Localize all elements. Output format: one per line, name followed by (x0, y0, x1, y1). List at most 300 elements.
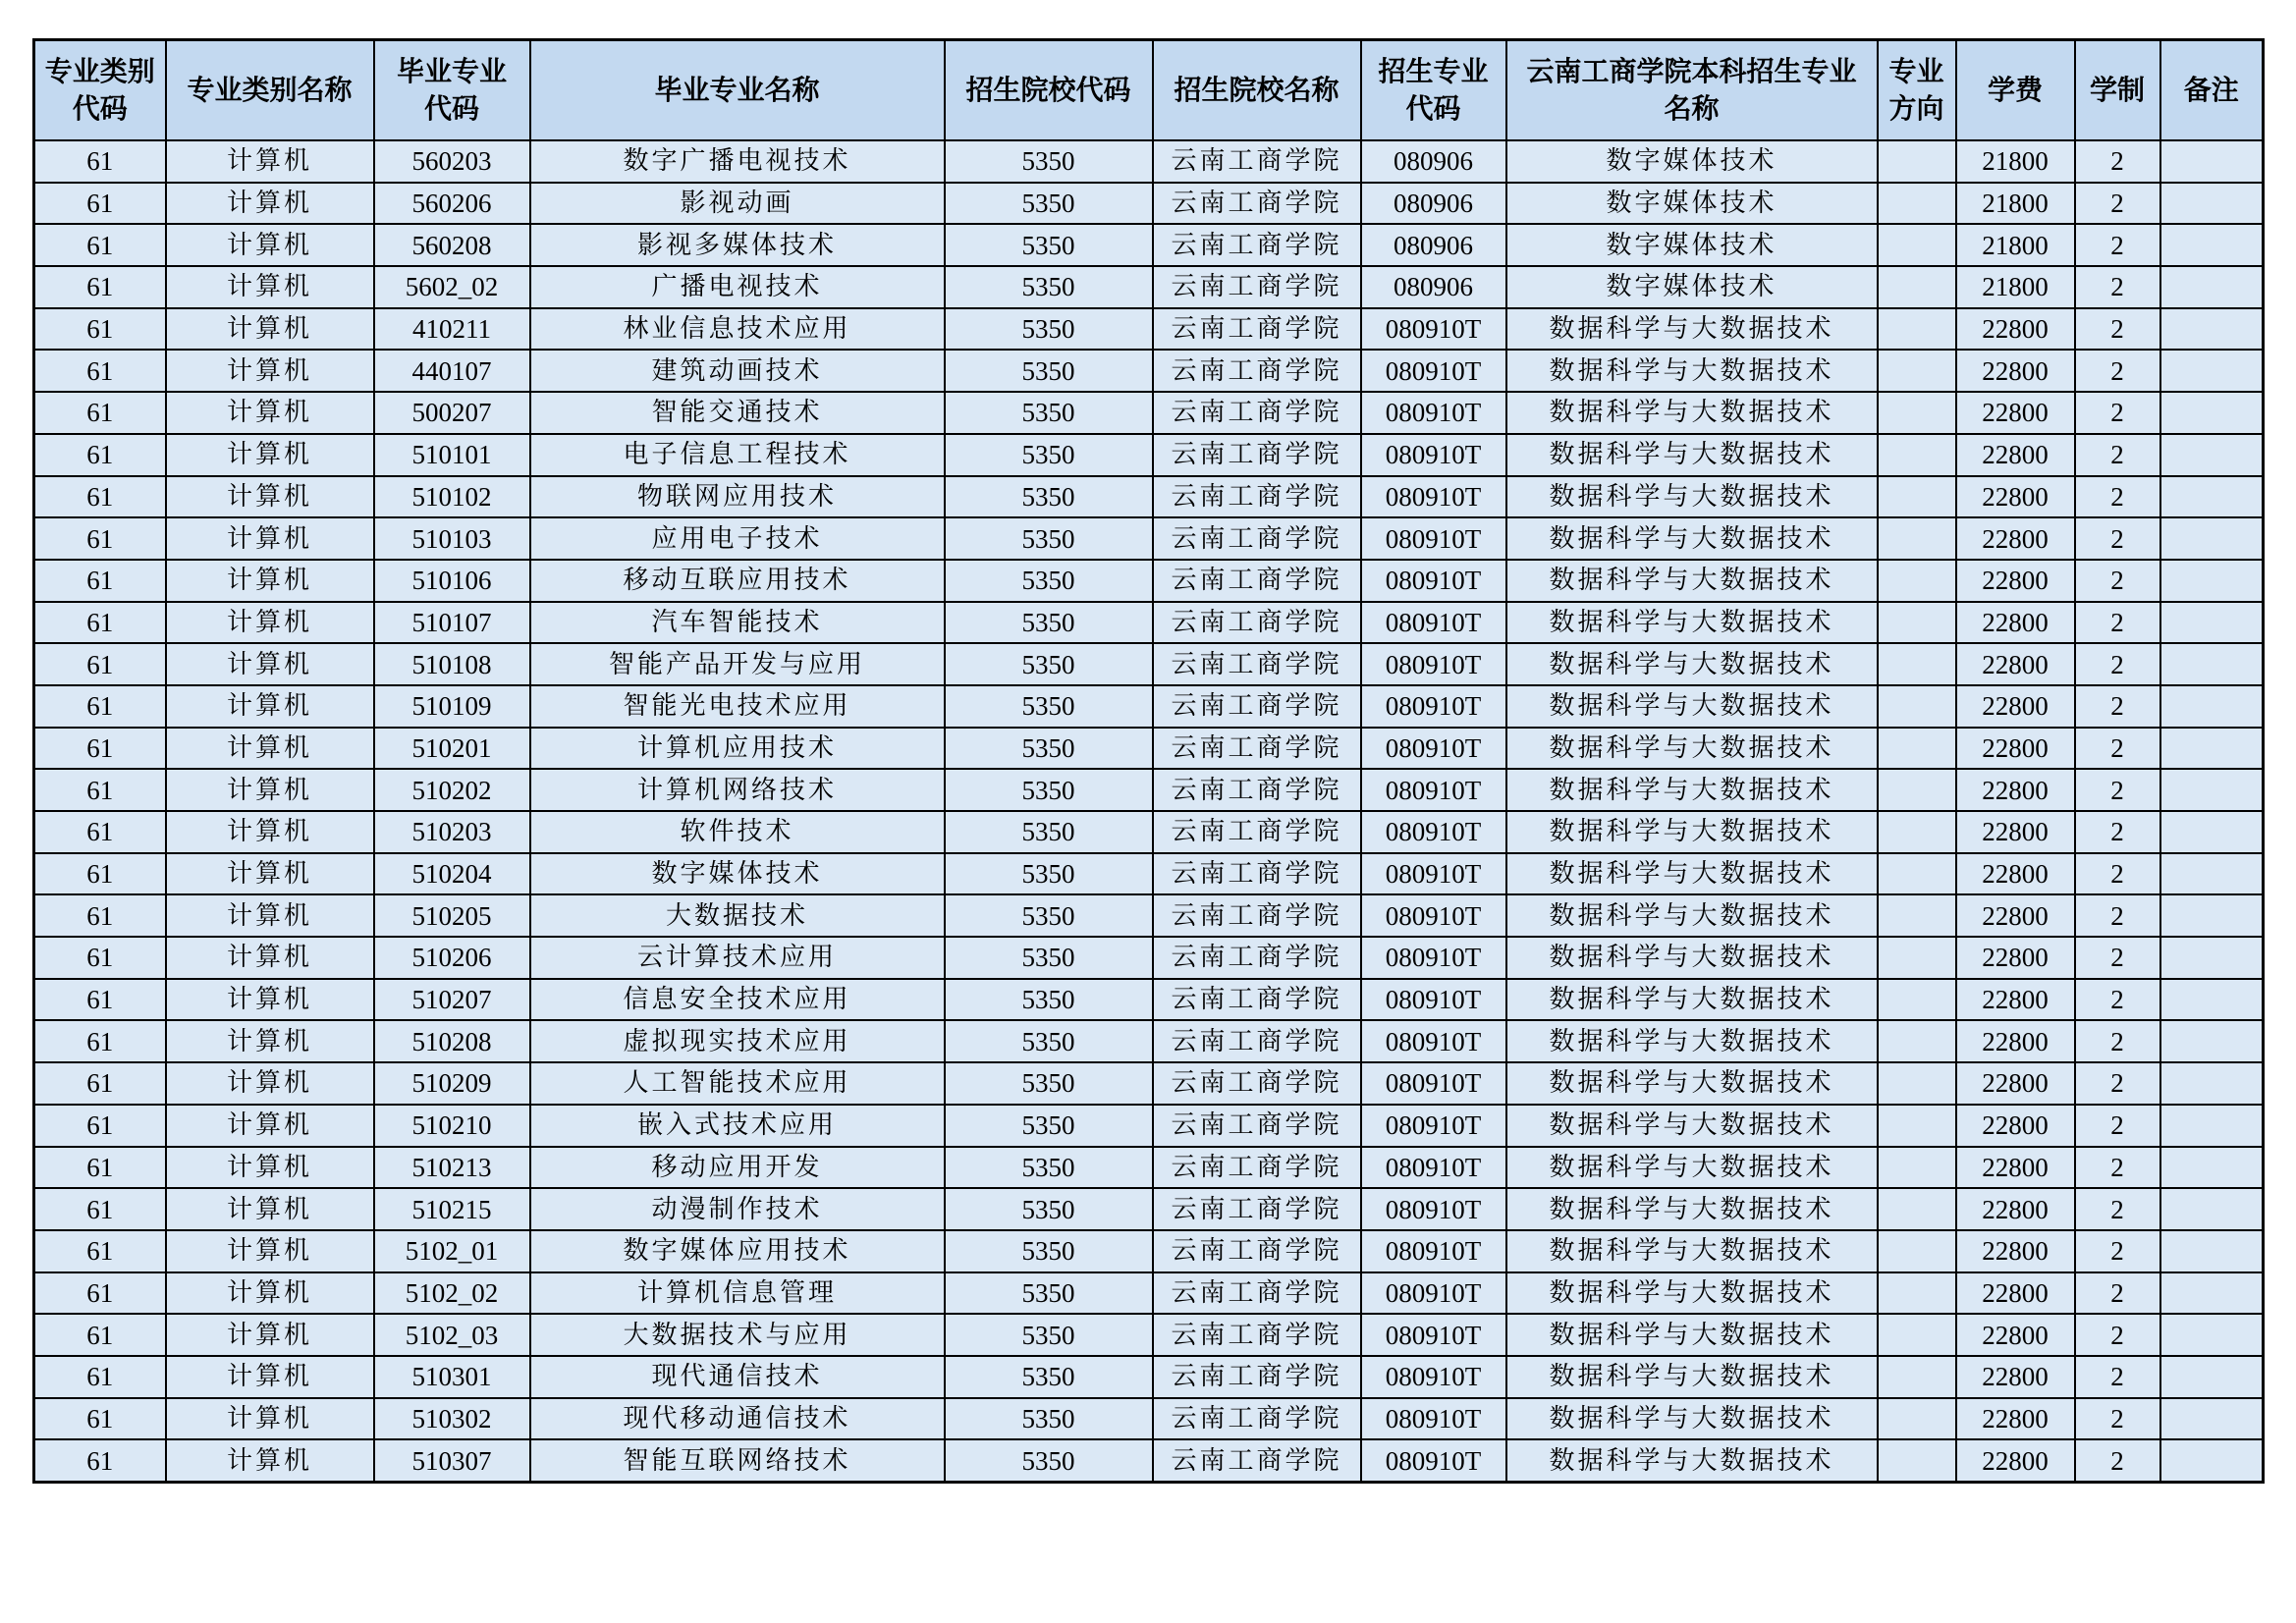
table-row (34, 392, 2264, 434)
enroll-major-name-cell: 数据科学与大数据技术 (1506, 1147, 1878, 1189)
grad-major-code-cell: 560208 (374, 224, 530, 266)
grad-major-code-cell: 510203 (374, 811, 530, 853)
category-code-cell: 61 (34, 392, 166, 434)
category-name-cell: 计算机 (166, 979, 374, 1021)
category-name-cell: 计算机 (166, 140, 374, 183)
enroll-major-name-cell: 数字媒体技术 (1506, 140, 1878, 183)
category-name-cell: 计算机 (166, 224, 374, 266)
enroll-major-code-cell: 080906 (1361, 140, 1506, 183)
enroll-major-code-cell: 080910T (1361, 937, 1506, 979)
direction-cell (1878, 853, 1956, 895)
tuition-cell: 21800 (1956, 266, 2075, 308)
enroll-major-code-cell: 080910T (1361, 1356, 1506, 1398)
grad-major-name-cell: 电子信息工程技术 (530, 434, 945, 476)
tuition-cell: 22800 (1956, 937, 2075, 979)
remarks-cell (2160, 1230, 2264, 1272)
school-code-cell: 5350 (945, 560, 1153, 602)
header-years: 学制 (2075, 40, 2160, 141)
school-name-cell: 云南工商学院 (1153, 560, 1361, 602)
years-cell: 2 (2075, 183, 2160, 225)
school-name-cell: 云南工商学院 (1153, 643, 1361, 685)
grad-major-name-cell: 物联网应用技术 (530, 476, 945, 518)
direction-cell (1878, 266, 1956, 308)
remarks-cell (2160, 769, 2264, 811)
school-name-cell: 云南工商学院 (1153, 350, 1361, 392)
enroll-major-code-cell: 080910T (1361, 811, 1506, 853)
school-code-cell: 5350 (945, 937, 1153, 979)
years-cell: 2 (2075, 476, 2160, 518)
enroll-major-name-cell: 数据科学与大数据技术 (1506, 602, 1878, 644)
direction-cell (1878, 1356, 1956, 1398)
school-name-cell: 云南工商学院 (1153, 140, 1361, 183)
grad-major-code-cell: 510201 (374, 728, 530, 770)
enroll-major-code-cell: 080910T (1361, 728, 1506, 770)
school-name-cell: 云南工商学院 (1153, 894, 1361, 937)
school-name-cell: 云南工商学院 (1153, 517, 1361, 560)
category-code-cell: 61 (34, 685, 166, 728)
remarks-cell (2160, 560, 2264, 602)
remarks-cell (2160, 517, 2264, 560)
school-name-cell: 云南工商学院 (1153, 1398, 1361, 1440)
category-name-cell: 计算机 (166, 308, 374, 351)
grad-major-name-cell: 数字媒体技术 (530, 853, 945, 895)
enroll-major-name-cell: 数据科学与大数据技术 (1506, 1105, 1878, 1147)
category-name-cell: 计算机 (166, 1356, 374, 1398)
direction-cell (1878, 1147, 1956, 1189)
school-code-cell: 5350 (945, 769, 1153, 811)
table-body (34, 140, 2264, 1483)
table-row (34, 266, 2264, 308)
enroll-major-code-cell: 080910T (1361, 643, 1506, 685)
remarks-cell (2160, 685, 2264, 728)
grad-major-code-cell: 510207 (374, 979, 530, 1021)
grad-major-code-cell: 560203 (374, 140, 530, 183)
grad-major-name-cell: 智能光电技术应用 (530, 685, 945, 728)
school-name-cell: 云南工商学院 (1153, 392, 1361, 434)
remarks-cell (2160, 979, 2264, 1021)
category-code-cell: 61 (34, 643, 166, 685)
enroll-major-name-cell: 数据科学与大数据技术 (1506, 1020, 1878, 1062)
school-name-cell: 云南工商学院 (1153, 1188, 1361, 1230)
school-code-cell: 5350 (945, 350, 1153, 392)
remarks-cell (2160, 140, 2264, 183)
school-name-cell: 云南工商学院 (1153, 1439, 1361, 1482)
tuition-cell: 22800 (1956, 1439, 2075, 1482)
category-name-cell: 计算机 (166, 266, 374, 308)
school-code-cell: 5350 (945, 476, 1153, 518)
table-row (34, 979, 2264, 1021)
grad-major-code-cell: 510208 (374, 1020, 530, 1062)
school-code-cell: 5350 (945, 434, 1153, 476)
direction-cell (1878, 685, 1956, 728)
grad-major-code-cell: 500207 (374, 392, 530, 434)
years-cell: 2 (2075, 1147, 2160, 1189)
grad-major-code-cell: 510307 (374, 1439, 530, 1482)
enroll-major-code-cell: 080906 (1361, 266, 1506, 308)
direction-cell (1878, 1105, 1956, 1147)
enroll-major-name-cell: 数据科学与大数据技术 (1506, 643, 1878, 685)
school-code-cell: 5350 (945, 517, 1153, 560)
tuition-cell: 22800 (1956, 1020, 2075, 1062)
school-name-cell: 云南工商学院 (1153, 1105, 1361, 1147)
category-name-cell: 计算机 (166, 1147, 374, 1189)
table-row (34, 1062, 2264, 1105)
grad-major-code-cell: 510302 (374, 1398, 530, 1440)
table-row (34, 1356, 2264, 1398)
enroll-major-code-cell: 080910T (1361, 894, 1506, 937)
school-code-cell: 5350 (945, 1188, 1153, 1230)
remarks-cell (2160, 1314, 2264, 1356)
grad-major-name-cell: 人工智能技术应用 (530, 1062, 945, 1105)
school-name-cell: 云南工商学院 (1153, 1020, 1361, 1062)
direction-cell (1878, 476, 1956, 518)
enroll-major-name-cell: 数字媒体技术 (1506, 266, 1878, 308)
remarks-cell (2160, 350, 2264, 392)
enroll-major-name-cell: 数据科学与大数据技术 (1506, 937, 1878, 979)
grad-major-code-cell: 510210 (374, 1105, 530, 1147)
category-name-cell: 计算机 (166, 1020, 374, 1062)
direction-cell (1878, 1062, 1956, 1105)
remarks-cell (2160, 1188, 2264, 1230)
enroll-major-code-cell: 080910T (1361, 1188, 1506, 1230)
tuition-cell: 22800 (1956, 1062, 2075, 1105)
remarks-cell (2160, 602, 2264, 644)
grad-major-name-cell: 计算机网络技术 (530, 769, 945, 811)
tuition-cell: 21800 (1956, 183, 2075, 225)
table-header (34, 40, 2264, 141)
school-code-cell: 5350 (945, 183, 1153, 225)
school-code-cell: 5350 (945, 602, 1153, 644)
category-name-cell: 计算机 (166, 392, 374, 434)
direction-cell (1878, 894, 1956, 937)
years-cell: 2 (2075, 1230, 2160, 1272)
enroll-major-code-cell: 080910T (1361, 308, 1506, 351)
direction-cell (1878, 1314, 1956, 1356)
grad-major-code-cell: 440107 (374, 350, 530, 392)
enroll-major-name-cell: 数据科学与大数据技术 (1506, 392, 1878, 434)
grad-major-code-cell: 510202 (374, 769, 530, 811)
grad-major-code-cell: 510204 (374, 853, 530, 895)
table-row (34, 937, 2264, 979)
category-code-cell: 61 (34, 1105, 166, 1147)
grad-major-code-cell: 510101 (374, 434, 530, 476)
grad-major-code-cell: 510213 (374, 1147, 530, 1189)
tuition-cell: 22800 (1956, 1105, 2075, 1147)
direction-cell (1878, 140, 1956, 183)
tuition-cell: 22800 (1956, 769, 2075, 811)
direction-cell (1878, 1398, 1956, 1440)
grad-major-name-cell: 现代通信技术 (530, 1356, 945, 1398)
school-name-cell: 云南工商学院 (1153, 476, 1361, 518)
remarks-cell (2160, 434, 2264, 476)
table-row (34, 894, 2264, 937)
remarks-cell (2160, 266, 2264, 308)
table-row (34, 517, 2264, 560)
enroll-major-code-cell: 080910T (1361, 1020, 1506, 1062)
school-code-cell: 5350 (945, 1398, 1153, 1440)
header-direction: 专业方向 (1878, 40, 1956, 141)
remarks-cell (2160, 1272, 2264, 1315)
tuition-cell: 22800 (1956, 811, 2075, 853)
years-cell: 2 (2075, 560, 2160, 602)
category-code-cell: 61 (34, 1230, 166, 1272)
table-row (34, 224, 2264, 266)
category-code-cell: 61 (34, 560, 166, 602)
direction-cell (1878, 937, 1956, 979)
grad-major-name-cell: 大数据技术与应用 (530, 1314, 945, 1356)
school-code-cell: 5350 (945, 266, 1153, 308)
category-code-cell: 61 (34, 1062, 166, 1105)
enroll-major-name-cell: 数据科学与大数据技术 (1506, 308, 1878, 351)
enroll-major-name-cell: 数据科学与大数据技术 (1506, 1439, 1878, 1482)
school-code-cell: 5350 (945, 140, 1153, 183)
category-name-cell: 计算机 (166, 350, 374, 392)
tuition-cell: 22800 (1956, 392, 2075, 434)
school-name-cell: 云南工商学院 (1153, 937, 1361, 979)
enroll-major-code-cell: 080910T (1361, 1314, 1506, 1356)
school-code-cell: 5350 (945, 1230, 1153, 1272)
category-code-cell: 61 (34, 1020, 166, 1062)
school-code-cell: 5350 (945, 853, 1153, 895)
years-cell: 2 (2075, 1105, 2160, 1147)
grad-major-name-cell: 影视多媒体技术 (530, 224, 945, 266)
remarks-cell (2160, 1398, 2264, 1440)
enroll-major-code-cell: 080910T (1361, 476, 1506, 518)
enroll-major-code-cell: 080910T (1361, 853, 1506, 895)
tuition-cell: 22800 (1956, 728, 2075, 770)
table-row (34, 602, 2264, 644)
enroll-major-code-cell: 080910T (1361, 1230, 1506, 1272)
enroll-major-name-cell: 数据科学与大数据技术 (1506, 728, 1878, 770)
grad-major-name-cell: 虚拟现实技术应用 (530, 1020, 945, 1062)
school-code-cell: 5350 (945, 685, 1153, 728)
years-cell: 2 (2075, 728, 2160, 770)
tuition-cell: 22800 (1956, 517, 2075, 560)
school-code-cell: 5350 (945, 392, 1153, 434)
grad-major-code-cell: 5102_02 (374, 1272, 530, 1315)
school-name-cell: 云南工商学院 (1153, 1230, 1361, 1272)
table-row (34, 1230, 2264, 1272)
enroll-major-name-cell: 数据科学与大数据技术 (1506, 894, 1878, 937)
remarks-cell (2160, 1062, 2264, 1105)
category-code-cell: 61 (34, 979, 166, 1021)
direction-cell (1878, 643, 1956, 685)
years-cell: 2 (2075, 1314, 2160, 1356)
enroll-major-code-cell: 080910T (1361, 350, 1506, 392)
remarks-cell (2160, 1147, 2264, 1189)
grad-major-name-cell: 汽车智能技术 (530, 602, 945, 644)
school-name-cell: 云南工商学院 (1153, 434, 1361, 476)
enroll-major-code-cell: 080906 (1361, 183, 1506, 225)
years-cell: 2 (2075, 811, 2160, 853)
table-row (34, 769, 2264, 811)
table-row (34, 1147, 2264, 1189)
enroll-major-code-cell: 080906 (1361, 224, 1506, 266)
tuition-cell: 21800 (1956, 140, 2075, 183)
tuition-cell: 22800 (1956, 1398, 2075, 1440)
remarks-cell (2160, 643, 2264, 685)
school-code-cell: 5350 (945, 1272, 1153, 1315)
enroll-major-name-cell: 数据科学与大数据技术 (1506, 979, 1878, 1021)
enroll-major-name-cell: 数据科学与大数据技术 (1506, 1314, 1878, 1356)
years-cell: 2 (2075, 350, 2160, 392)
grad-major-code-cell: 510109 (374, 685, 530, 728)
tuition-cell: 22800 (1956, 434, 2075, 476)
school-name-cell: 云南工商学院 (1153, 1356, 1361, 1398)
remarks-cell (2160, 476, 2264, 518)
category-name-cell: 计算机 (166, 1439, 374, 1482)
enroll-major-name-cell: 数据科学与大数据技术 (1506, 685, 1878, 728)
table-row (34, 434, 2264, 476)
years-cell: 2 (2075, 685, 2160, 728)
category-name-cell: 计算机 (166, 1314, 374, 1356)
enroll-major-name-cell: 数据科学与大数据技术 (1506, 1398, 1878, 1440)
enroll-major-name-cell: 数据科学与大数据技术 (1506, 434, 1878, 476)
table-row (34, 1188, 2264, 1230)
direction-cell (1878, 979, 1956, 1021)
school-name-cell: 云南工商学院 (1153, 1062, 1361, 1105)
grad-major-code-cell: 510107 (374, 602, 530, 644)
enroll-major-name-cell: 数据科学与大数据技术 (1506, 1230, 1878, 1272)
enroll-major-name-cell: 数据科学与大数据技术 (1506, 1272, 1878, 1315)
remarks-cell (2160, 894, 2264, 937)
category-code-cell: 61 (34, 937, 166, 979)
remarks-cell (2160, 1020, 2264, 1062)
remarks-cell (2160, 183, 2264, 225)
grad-major-name-cell: 影视动画 (530, 183, 945, 225)
grad-major-code-cell: 510206 (374, 937, 530, 979)
enroll-major-name-cell: 数据科学与大数据技术 (1506, 350, 1878, 392)
direction-cell (1878, 183, 1956, 225)
enroll-major-name-cell: 数据科学与大数据技术 (1506, 1062, 1878, 1105)
direction-cell (1878, 308, 1956, 351)
grad-major-code-cell: 510103 (374, 517, 530, 560)
years-cell: 2 (2075, 140, 2160, 183)
tuition-cell: 22800 (1956, 602, 2075, 644)
category-code-cell: 61 (34, 224, 166, 266)
enroll-major-code-cell: 080910T (1361, 602, 1506, 644)
tuition-cell: 22800 (1956, 1230, 2075, 1272)
category-name-cell: 计算机 (166, 1062, 374, 1105)
years-cell: 2 (2075, 853, 2160, 895)
years-cell: 2 (2075, 979, 2160, 1021)
school-code-cell: 5350 (945, 1147, 1153, 1189)
school-code-cell: 5350 (945, 894, 1153, 937)
years-cell: 2 (2075, 308, 2160, 351)
school-code-cell: 5350 (945, 308, 1153, 351)
remarks-cell (2160, 1105, 2264, 1147)
direction-cell (1878, 224, 1956, 266)
header-category-code: 专业类别代码 (34, 40, 166, 141)
header-grad-major-code: 毕业专业代码 (374, 40, 530, 141)
years-cell: 2 (2075, 602, 2160, 644)
tuition-cell: 22800 (1956, 560, 2075, 602)
enroll-major-code-cell: 080910T (1361, 1147, 1506, 1189)
tuition-cell: 21800 (1956, 224, 2075, 266)
school-code-cell: 5350 (945, 728, 1153, 770)
category-code-cell: 61 (34, 1314, 166, 1356)
category-name-cell: 计算机 (166, 1188, 374, 1230)
header-enroll-major-name: 云南工商学院本科招生专业名称 (1506, 40, 1878, 141)
grad-major-code-cell: 510106 (374, 560, 530, 602)
years-cell: 2 (2075, 266, 2160, 308)
table-row (34, 1272, 2264, 1315)
direction-cell (1878, 1020, 1956, 1062)
school-code-cell: 5350 (945, 979, 1153, 1021)
school-code-cell: 5350 (945, 1356, 1153, 1398)
school-name-cell: 云南工商学院 (1153, 308, 1361, 351)
years-cell: 2 (2075, 1188, 2160, 1230)
remarks-cell (2160, 853, 2264, 895)
category-name-cell: 计算机 (166, 811, 374, 853)
remarks-cell (2160, 224, 2264, 266)
grad-major-name-cell: 软件技术 (530, 811, 945, 853)
enroll-major-code-cell: 080910T (1361, 769, 1506, 811)
category-name-cell: 计算机 (166, 602, 374, 644)
category-code-cell: 61 (34, 476, 166, 518)
direction-cell (1878, 560, 1956, 602)
header-school-code: 招生院校代码 (945, 40, 1153, 141)
table-row (34, 1314, 2264, 1356)
table-row (34, 183, 2264, 225)
years-cell: 2 (2075, 1356, 2160, 1398)
enroll-major-code-cell: 080910T (1361, 434, 1506, 476)
tuition-cell: 22800 (1956, 1272, 2075, 1315)
grad-major-name-cell: 信息安全技术应用 (530, 979, 945, 1021)
enroll-major-code-cell: 080910T (1361, 1439, 1506, 1482)
grad-major-name-cell: 智能产品开发与应用 (530, 643, 945, 685)
school-code-cell: 5350 (945, 224, 1153, 266)
years-cell: 2 (2075, 894, 2160, 937)
years-cell: 2 (2075, 769, 2160, 811)
category-name-cell: 计算机 (166, 728, 374, 770)
table-row (34, 140, 2264, 183)
tuition-cell: 22800 (1956, 894, 2075, 937)
direction-cell (1878, 1439, 1956, 1482)
school-name-cell: 云南工商学院 (1153, 685, 1361, 728)
enroll-major-name-cell: 数据科学与大数据技术 (1506, 811, 1878, 853)
tuition-cell: 22800 (1956, 1314, 2075, 1356)
grad-major-name-cell: 动漫制作技术 (530, 1188, 945, 1230)
category-code-cell: 61 (34, 894, 166, 937)
category-code-cell: 61 (34, 434, 166, 476)
category-code-cell: 61 (34, 1356, 166, 1398)
category-name-cell: 计算机 (166, 183, 374, 225)
header-grad-major-name: 毕业专业名称 (530, 40, 945, 141)
tuition-cell: 22800 (1956, 476, 2075, 518)
school-code-cell: 5350 (945, 643, 1153, 685)
grad-major-name-cell: 智能交通技术 (530, 392, 945, 434)
school-code-cell: 5350 (945, 1020, 1153, 1062)
school-name-cell: 云南工商学院 (1153, 1272, 1361, 1315)
category-code-cell: 61 (34, 811, 166, 853)
grad-major-name-cell: 智能互联网络技术 (530, 1439, 945, 1482)
school-name-cell: 云南工商学院 (1153, 769, 1361, 811)
enroll-major-code-cell: 080910T (1361, 517, 1506, 560)
table-row (34, 685, 2264, 728)
table-row (34, 1105, 2264, 1147)
grad-major-name-cell: 数字媒体应用技术 (530, 1230, 945, 1272)
school-name-cell: 云南工商学院 (1153, 853, 1361, 895)
grad-major-code-cell: 5102_03 (374, 1314, 530, 1356)
enroll-major-name-cell: 数据科学与大数据技术 (1506, 560, 1878, 602)
category-code-cell: 61 (34, 350, 166, 392)
tuition-cell: 22800 (1956, 643, 2075, 685)
direction-cell (1878, 728, 1956, 770)
table-row (34, 643, 2264, 685)
grad-major-code-cell: 560206 (374, 183, 530, 225)
remarks-cell (2160, 728, 2264, 770)
